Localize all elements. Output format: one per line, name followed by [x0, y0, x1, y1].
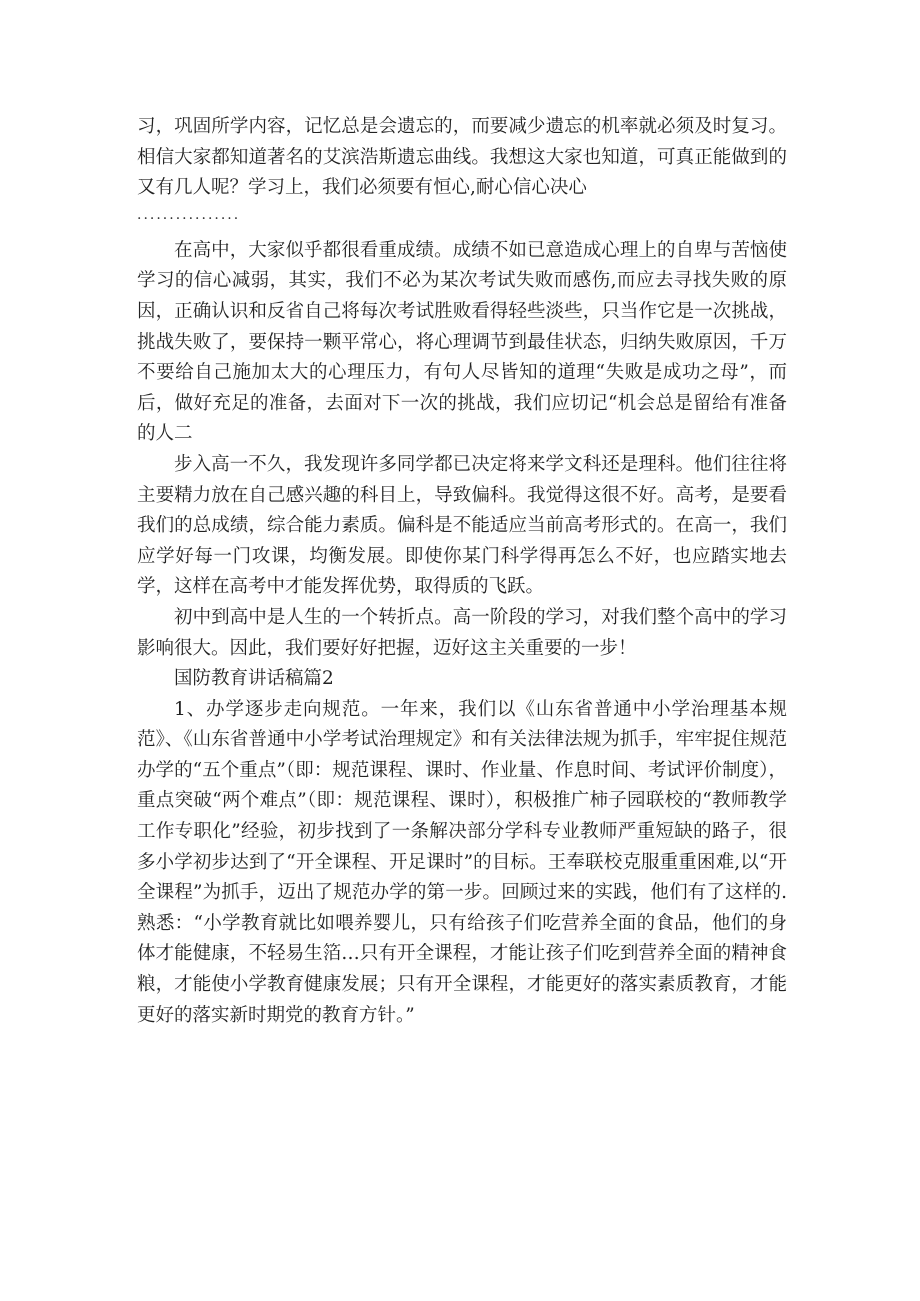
ellipsis-separator: ················ — [137, 210, 241, 227]
paragraph-subject-balance: 步入高一不久，我发现许多同学都已决定将来学文科还是理科。他们往往将主要精力放在自己感兴趣的科目上，导致偏科。我觉得这很不好。高考，是要看我们的总成绩，综合能力素质。偏科是不能适应当前高考形式的。在高一，我们应学好每一门攻课，均衡发展。即使你某门科学得再怎么不好，也应踏实地去学，这样在高考中才能发挥优势，取得质的飞跃。 — [137, 453, 787, 598]
paragraph-turning-point: 初中到高中是人生的一个转折点。高一阶段的学习，对我们整个高中的学习影响很大。因此，我们要好好把握，迈好这主关重要的一步！ — [137, 606, 787, 659]
paragraph-grades-mindset: 在高中，大家似乎都很看重成绩。成绩不如已意造成心理上的自卑与苦恼使学习的信心减弱，其实，我们不必为某次考试失败而感伤,而应去寻找失败的原因，正确认识和反省自己将每次考试胜败看得轻些淡些，只当作它是一次挑战，挑战失败了，要保持一颗平常心，将心理调节到最佳状态，归纳失败原因，千万不要给自己施加太大的心理压力，有句人尽皆知的道理“失败是成功之母”，而后，做好充足的准备，去面对下一次的挑战，我们应切记“机会总是留给有准备的人二 — [137, 239, 787, 445]
section-heading: 国防教育讲话稿篇2 — [174, 668, 334, 690]
document-page — [137, 112, 787, 1031]
paragraph-school-standards: 1、办学逐步走向规范。一年来，我们以《山东省普通中小学治理基本规范》、《山东省普通中小学考试治理规定》和有关法律法规为抓手，牢牢捉住规范办学的“五个重点”（即：规范课程、课时、作业量、作息时间、考试评价制度），重点突破“两个难点”（即：规范课程、课时），积极推广柿子园联校的“教师教学工作专职化”经验，初步找到了一条解决部分学科专业教师严重短缺的路子，很多小学初步达到了“开全课程、开足课时”的目标。王奉联校克服重重困难,以“开全课程”为抓手，迈出了规范办学的第一步。回顾过来的实践，他们有了这样的.熟悉：“小学教育就比如喂养婴儿，只有给孩子们吃营养全面的食品，他们的身体才能健康，不轻易生箔…只有开全课程，才能让孩子们吃到营养全面的精神食粮，才能使小学教育健康发展；只有开全课程，才能更好的落实素质教育，才能更好的落实新时期党的教育方针。” — [137, 698, 787, 1026]
paragraph-review-memory: 习，巩固所学内容，记忆总是会遗忘的，而要减少遗忘的机率就必须及时复习。相信大家都知道著名的艾滨浩斯遗忘曲线。我想这大家也知道，可真正能做到的又有几人呢？学习上，我们必须要有恒心,耐心信心决心 — [137, 116, 787, 199]
